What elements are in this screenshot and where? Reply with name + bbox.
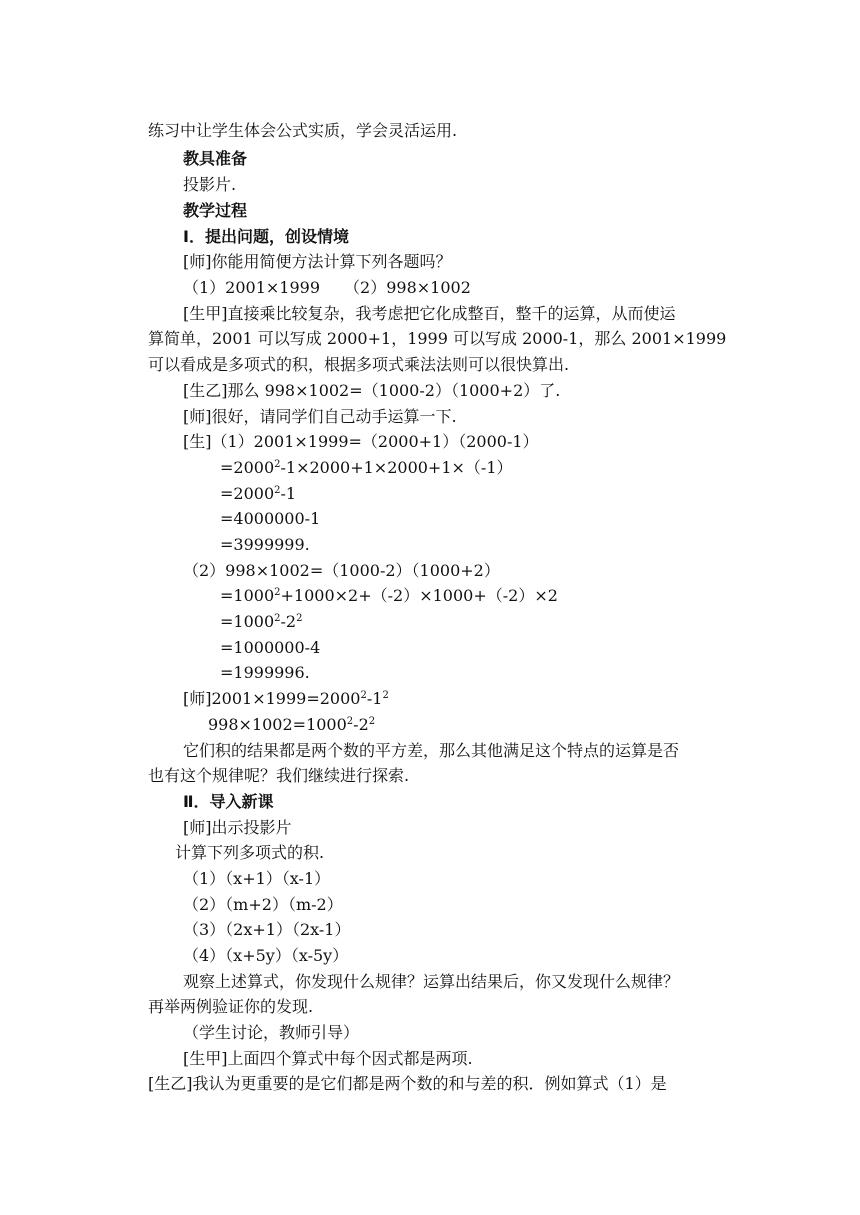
paragraph-line: [师]很好，请同学们自己动手运算一下.: [183, 407, 457, 426]
equation-line: $=2000^2-1$: [220, 484, 297, 503]
paragraph-line: （2）998×1002=（1000-2）（1000+2）: [183, 561, 500, 580]
list-item: （2）（m+2）（m-2）: [183, 895, 343, 914]
paragraph-line: [生甲]直接乘比较复杂，我考虑把它化成整百，整千的运算，从而使运: [183, 304, 676, 323]
paragraph-line: 观察上述算式，你发现什么规律？运算出结果后，你又发现什么规律？: [183, 972, 680, 991]
paragraph-line: 也有这个规律呢？我们继续进行探索.: [148, 766, 410, 785]
list-item: （3）（2x+1）（2x-1）: [183, 920, 351, 939]
paragraph-line: （学生讨论，教师引导）: [183, 1023, 360, 1042]
subsection-heading-1: Ⅰ．提出问题，创设情境: [183, 227, 349, 246]
paragraph-line: （1）2001×1999 （2）998×1002: [183, 278, 471, 297]
subsection-heading-2: Ⅱ．导入新课: [183, 792, 274, 811]
equation-line: $=2000^2-1\times 2000+1\times 2000+1\times(-1)$: [220, 458, 513, 477]
paragraph-line: 投影片.: [183, 175, 237, 194]
section-heading-teaching-aids: 教具准备: [183, 149, 248, 168]
list-item: （4）（x+5y）（x-5y）: [183, 946, 349, 965]
paragraph-line: [师]你能用简便方法计算下列各题吗？: [183, 252, 452, 271]
paragraph-line: [师]出示投影片: [183, 818, 292, 837]
paragraph-line: [生乙]我认为更重要的是它们都是两个数的和与差的积．例如算式（1）是: [148, 1074, 667, 1093]
paragraph-line: [生乙]那么 998×1002=（1000-2）（1000+2）了.: [183, 381, 561, 400]
equation-line: $=1000^2-2^2$: [220, 612, 303, 631]
paragraph-line: 计算下列多项式的积.: [175, 843, 325, 862]
paragraph-line: 再举两例验证你的发现.: [148, 997, 314, 1016]
equation-line: =3999999.: [220, 535, 310, 554]
section-heading-teaching-process: 教学过程: [183, 201, 248, 220]
paragraph-line: 练习中让学生体会公式实质，学会灵活运用.: [148, 121, 458, 140]
paragraph-line: 它们积的结果都是两个数的平方差，那么其他满足这个特点的运算是否: [183, 741, 680, 760]
paragraph-line: [生]（1）2001×1999=（2000+1）（2000-1）: [183, 432, 539, 451]
paragraph-line: 算简单，2001 可以写成 2000+1，1999 可以写成 2000-1，那么 2001×1999: [148, 329, 727, 348]
equation-line: $=1000^2+1000\times 2+(-2)\times 1000+(-2)\times 2$: [220, 586, 558, 605]
equation-line: $998\times 1002=1000^2-2^2$: [208, 715, 376, 734]
equation-line: =1999996.: [220, 663, 310, 682]
equation-line: [师]$2001\times 1999=2000^2-1^2$: [183, 689, 389, 708]
equation-line: =4000000-1: [220, 509, 321, 528]
equation-line: =1000000-4: [220, 638, 321, 657]
list-item: （1）（x+1）（x-1）: [183, 869, 331, 888]
paragraph-line: [生甲]上面四个算式中每个因式都是两项.: [183, 1049, 473, 1068]
paragraph-line: 可以看成是多项式的积，根据多项式乘法法则可以很快算出.: [148, 355, 570, 374]
